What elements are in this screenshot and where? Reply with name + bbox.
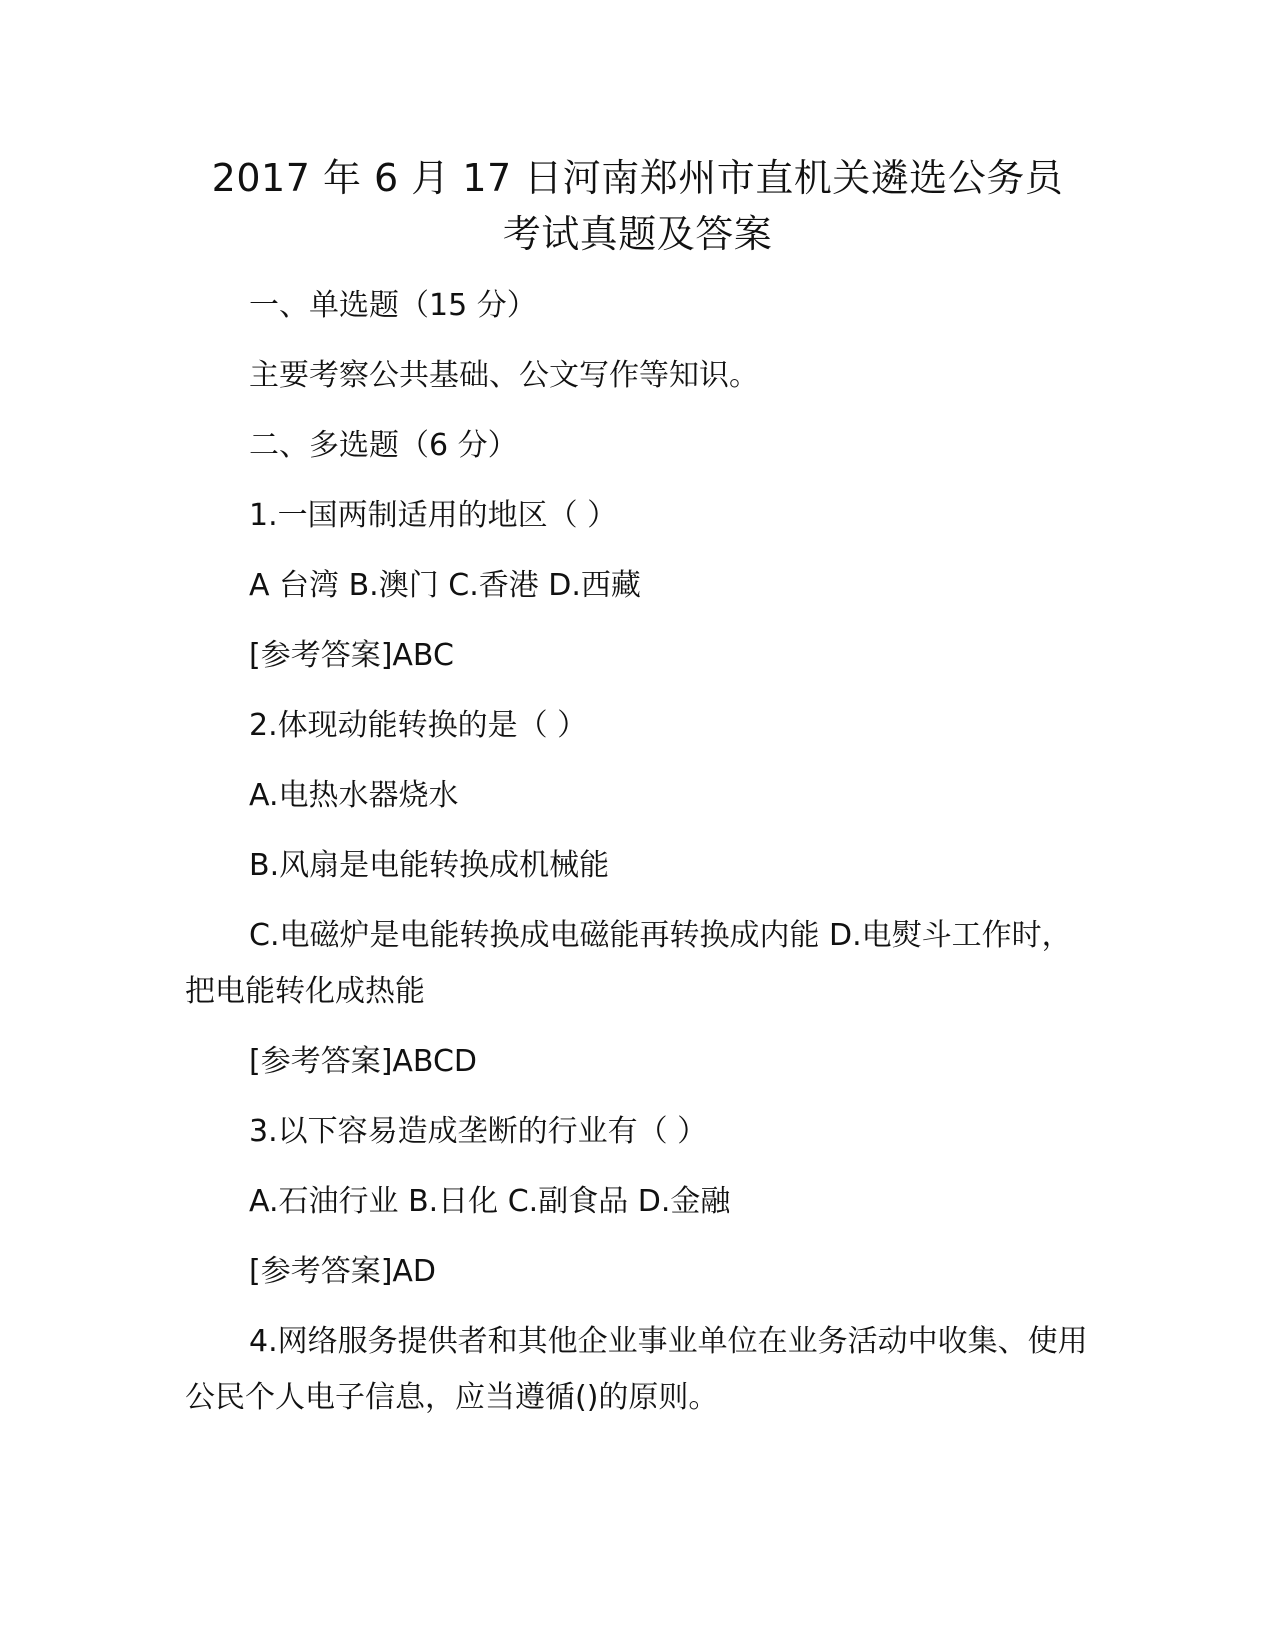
document-body [185,288,1090,1450]
question-2-answer: [参考答案]ABCD [249,1044,478,1079]
question-3: 3.以下容易造成垄断的行业有（ ） [249,1114,708,1149]
question-4: 4.网络服务提供者和其他企业事业单位在业务活动中收集、使用公民个人电子信息，应当遵循()的原则。 [185,1324,1088,1415]
question-1-answer: [参考答案]ABC [249,638,454,673]
question-1-options: A 台湾 B.澳门 C.香港 D.西藏 [249,568,641,603]
question-2: 2.体现动能转换的是（ ） [249,708,588,743]
title-line-2: 考试真题及答案 [502,212,773,256]
question-2-option-a: A.电热水器烧水 [249,778,459,813]
document-title [150,150,1125,262]
section-heading-multiple-choice: 二、多选题（6 分） [249,428,518,463]
question-2-option-c-d: C.电磁炉是电能转换成电磁能再转换成内能 D.电熨斗工作时，把电能转化成热能 [185,918,1072,1009]
section-description: 主要考察公共基础、公文写作等知识。 [249,358,759,393]
section-heading-single-choice: 一、单选题（15 分） [249,288,537,323]
question-1: 1.一国两制适用的地区（ ） [249,498,618,533]
title-line-1: 2017 年 6 月 17 日河南郑州市直机关遴选公务员 [211,156,1064,200]
question-2-option-b: B.风扇是电能转换成机械能 [249,848,610,883]
question-3-options: A.石油行业 B.日化 C.副食品 D.金融 [249,1184,731,1219]
question-3-answer: [参考答案]AD [249,1254,437,1289]
